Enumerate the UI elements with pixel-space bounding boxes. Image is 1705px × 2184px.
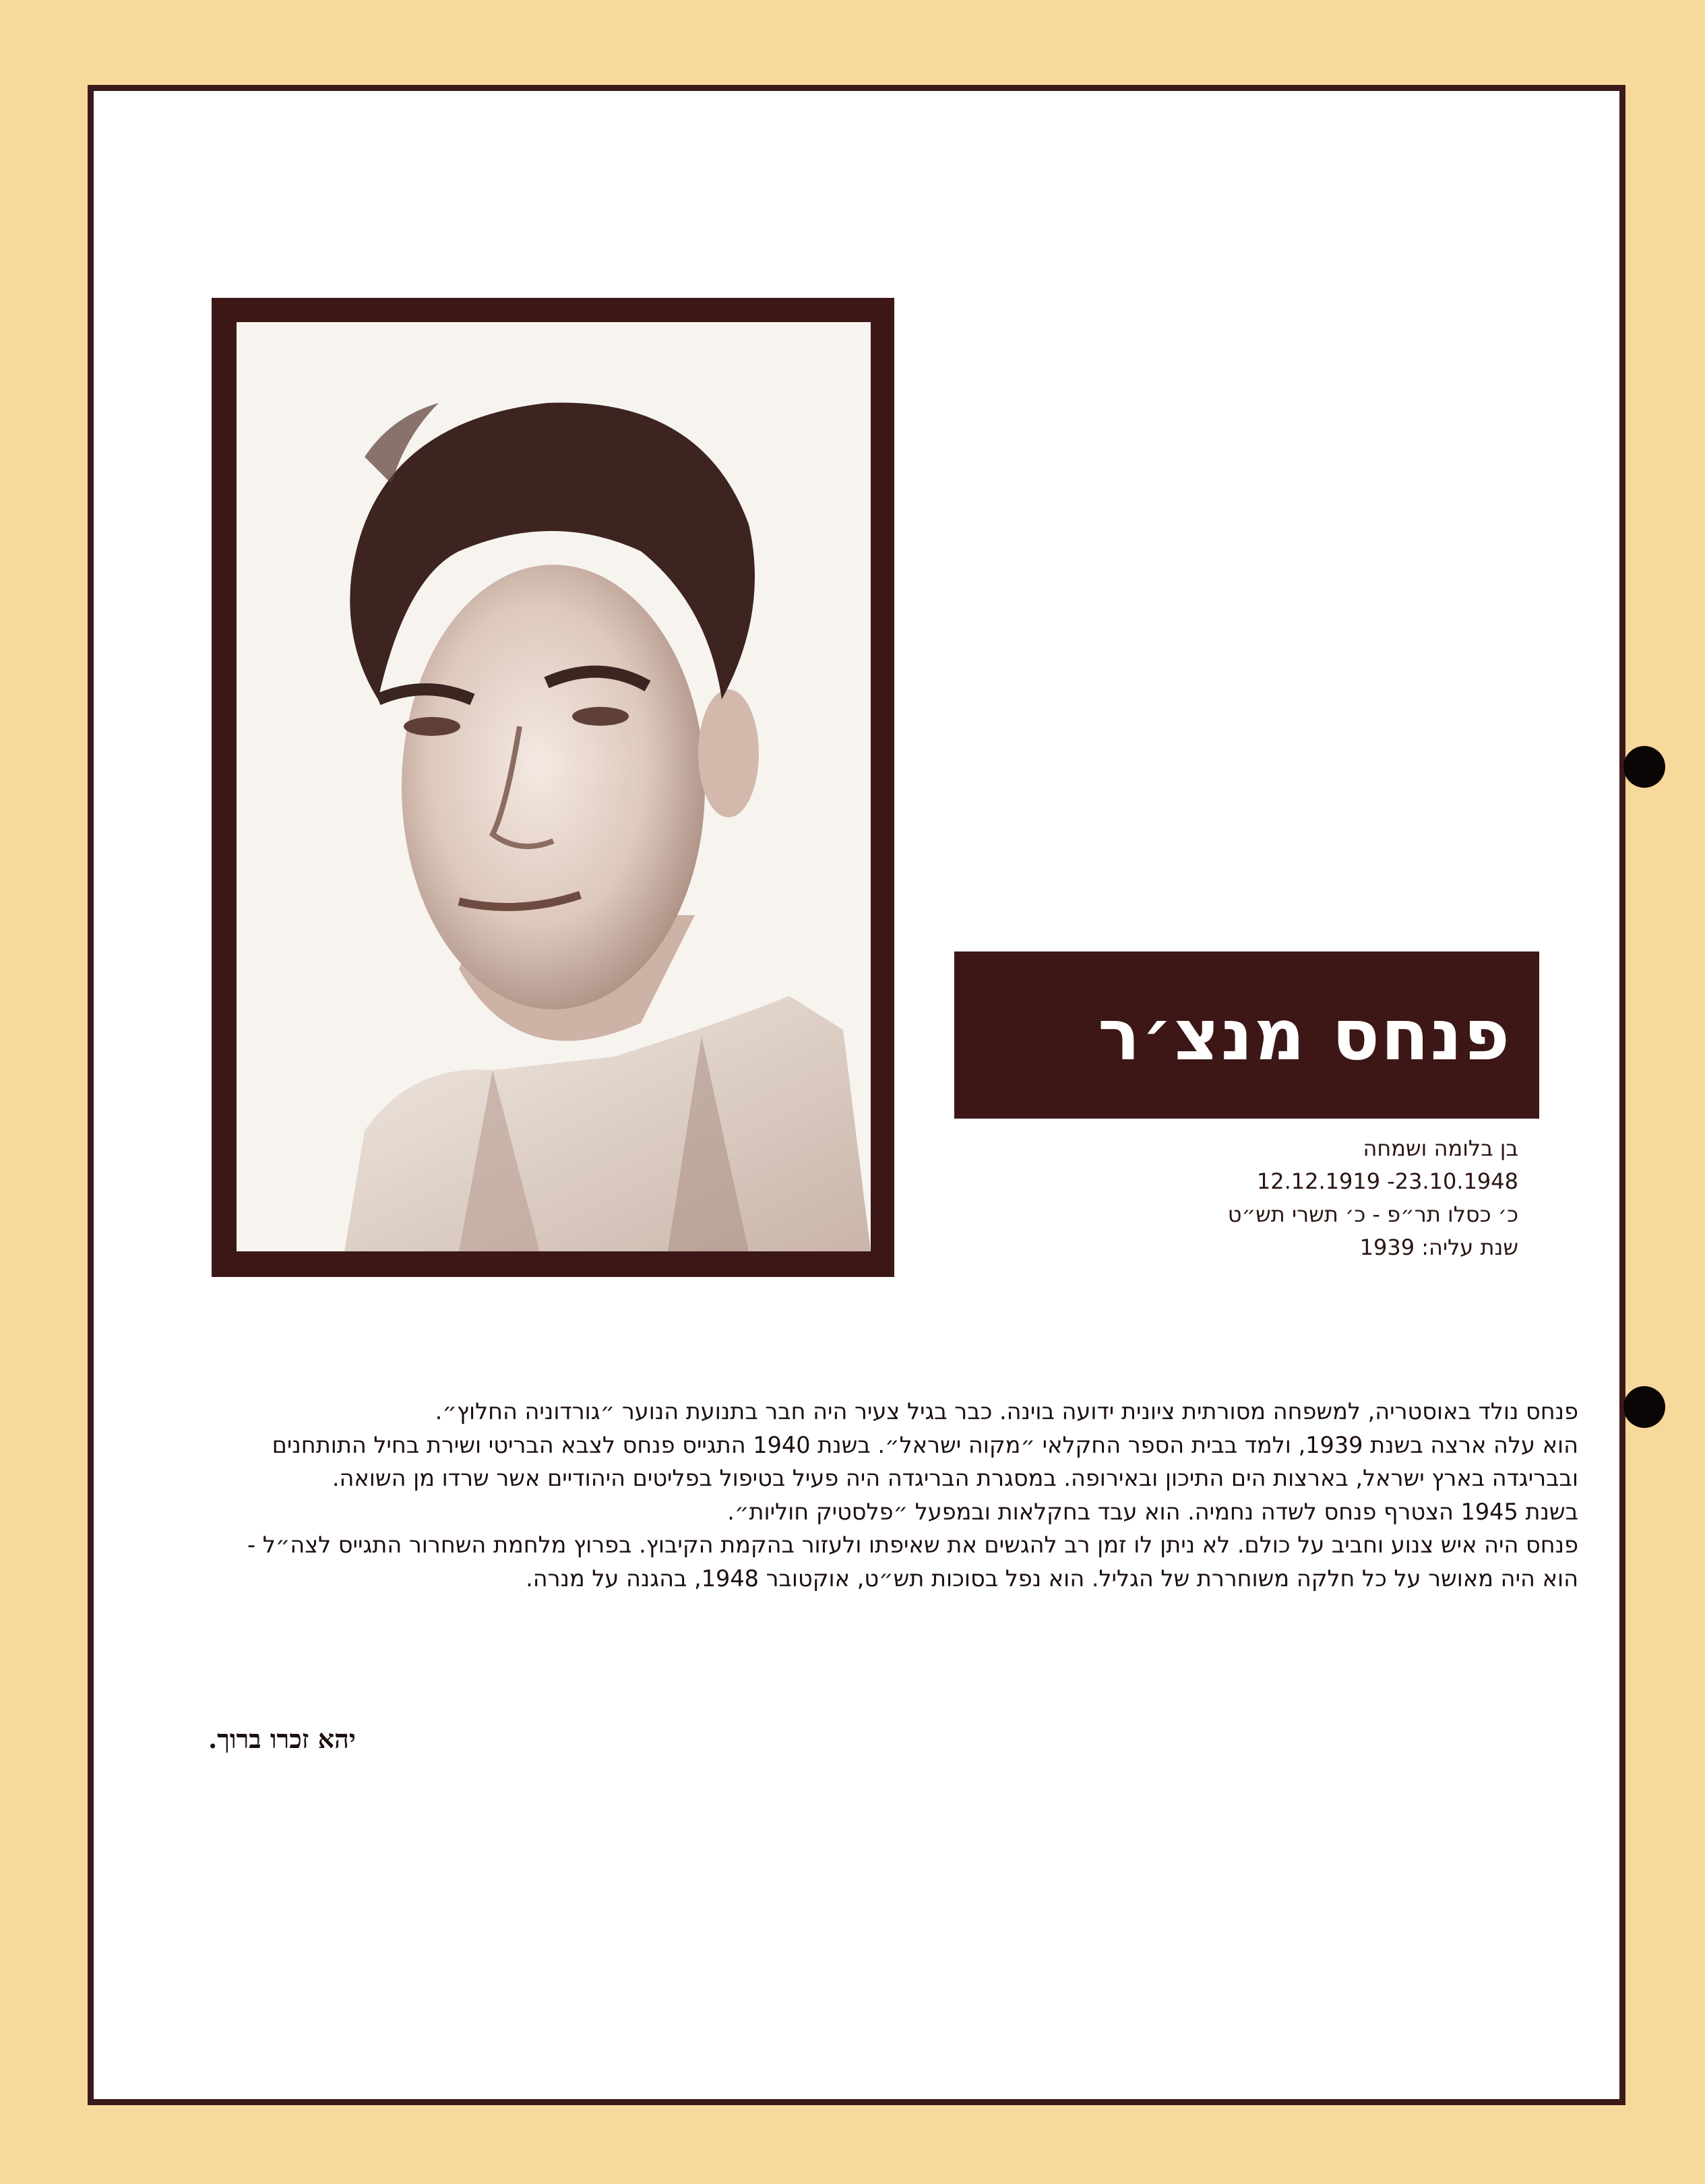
bio-paragraph: הוא עלה ארצה בשנת 1939, ולמד בבית הספר החקלאי ״מקוה ישראל״. בשנת 1940 התגייס פנחס לצבא הבריטי ושירת בחיל התותחנים ובבריגדה בארץ ישראל, בארצות הים התיכון ובאירופה. במסגרת הבריגדה היה פעיל בטיפול בפליטים היהודיים אשר שרדו מן השואה. [272,1431,1578,1491]
bio-paragraph: פנחס היה איש צנוע וחביב על כולם. לא ניתן לו זמן רב להגשים את שאיפתו ולעזור בהקמת הקיבוץ. בפרוץ מלחמת השחרור התגייס לצה״ל - הוא היה מאושר על כל חלקה משוחררת של הגליל. הוא נפל בסוכות תש״ט, אוקטובר 1948, בהגנה על מנרה. [247,1532,1578,1592]
personal-info [954,1132,1518,1264]
immigration-line [954,1231,1518,1264]
portrait-image [237,322,871,1251]
hebrew-dates: כ׳ כסלו תר״פ - כ׳ תשרי תש״ט [1227,1202,1518,1227]
immigration-label: שנת עליה: [1421,1235,1518,1260]
biography [218,1395,1578,1595]
immigration-year: 1939 [1359,1235,1415,1260]
memorial-line: יהא זכרו ברוך. [208,1724,356,1754]
person-name: פנחס מנצ׳ר [1098,994,1511,1076]
name-banner [954,951,1539,1119]
punch-hole-top [1623,746,1665,788]
bio-paragraph: פנחס נולד באוסטריה, למשפחה מסורתית ציונית ידועה בוינה. כבר בגיל צעיר היה חבר בתנועת הנוער ״גורדוניה החלוץ״. [435,1398,1578,1425]
memorial-page [88,85,1625,2105]
portrait-frame [212,298,894,1277]
punch-hole-bottom [1623,1386,1665,1428]
parents-line: בן בלומה ושמחה [1363,1135,1518,1161]
portrait-photo [237,322,871,1251]
gregorian-dates-value: 12.12.1919 -23.10.1948 [1256,1168,1518,1194]
bio-paragraph: בשנת 1945 הצטרף פנחס לשדה נחמיה. הוא עבד בחקלאות ובמפעל ״פלסטיק חוליות״. [727,1498,1578,1525]
gregorian-dates [954,1165,1518,1198]
